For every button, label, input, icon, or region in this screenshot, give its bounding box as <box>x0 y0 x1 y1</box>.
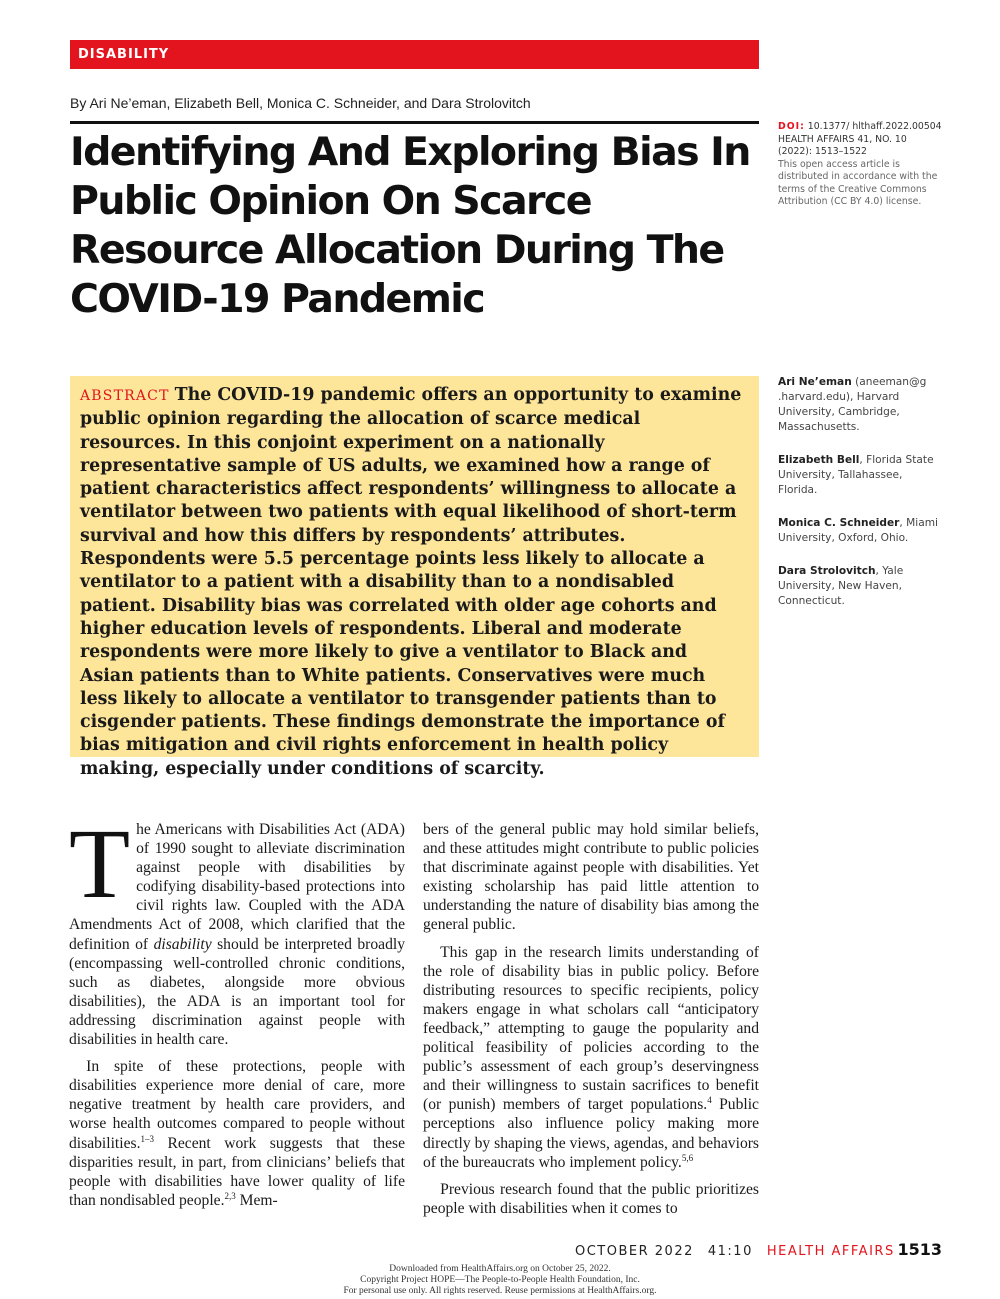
citation-ref[interactable]: 2,3 <box>224 1190 236 1201</box>
author-detail: , Yale University, New Haven, Connecticut. <box>778 565 904 607</box>
byline: By Ari Ne’eman, Elizabeth Bell, Monica C. Schneider, and Dara Strolovitch <box>70 95 531 111</box>
author-name: Dara Strolovitch <box>778 565 876 577</box>
author-affiliation <box>778 453 943 498</box>
citation: HEALTH AFFAIRS 41, NO. 10 (2022): 1513–1522 <box>778 133 907 157</box>
author-affiliations <box>778 375 943 627</box>
author-detail: , Florida State University, Tallahassee, Florida. <box>778 454 934 496</box>
text-run: he Americans with Disabilities Act (ADA) of 1990 sought to alleviate discrimination against people with disabilities by codifying disability-based protections into civil rights law. Coupled with the ADA Amendments Act of 2008, which clarified that the definition of <box>69 821 405 953</box>
author-name: Monica C. Schneider <box>778 517 900 529</box>
abstract-text: The COVID-19 pandemic offers an opportunity to examine public opinion regarding the allocation of scarce medical resources. In this conjoint experiment on a nationally representative sample of US adults, we examined how a range of patient characteristics affect respondents’ willingness to allocate a ventilator between two patients with equal likelihood of short-term survival and how this differs by respondents’ attributes. Respondents were 5.5 percentage points less likely to allocate a ventilator to a patient with a disability than to a nondisabled patient. Disability bias was correlated with older age cohorts and higher education levels of respondents. Liberal and moderate respondents were more likely to give a ventilator to Black and Asian patients than to White patients. Conservatives were much less likely to allocate a ventilator to transgender patients than to cisgender patients. These findings demonstrate the importance of bias mitigation and civil rights enforcement in health policy making, especially under conditions of scarcity. <box>80 385 742 779</box>
citation-ref[interactable]: 4 <box>707 1095 712 1106</box>
author-detail: , Miami University, Oxford, Ohio. <box>778 517 938 544</box>
author-affiliation <box>778 375 943 435</box>
author-detail: (aneeman@g .harvard.edu), Harvard University, Cambridge, Massachusetts. <box>778 376 927 433</box>
body-paragraph: Previous research found that the public prioritizes people with disabilities when it comes to <box>423 1180 759 1217</box>
download-note-line: For personal use only. All rights reserved. Reuse permissions at HealthAffairs.org. <box>343 1286 657 1296</box>
citation-ref[interactable]: 5,6 <box>681 1152 694 1163</box>
doi-value[interactable]: 10.1377/ hlthaff.2022.00504 <box>807 121 942 132</box>
author-affiliation <box>778 516 943 546</box>
body-column-left <box>69 808 405 1210</box>
text-run: should be interpreted broadly (encompassing well-controlled chronic conditions, such as diabetes, alongside more obvious disabilities), the ADA is an important tool for addressing discrimination against people with disabilities in health care. <box>69 935 405 1049</box>
body-paragraph: bers of the general public may hold similar beliefs, and these attitudes might contribute to public policies that discriminate against people with disabilities. Yet existing scholarship has paid little attention to understanding the nature of disability bias among the general public. <box>423 821 759 934</box>
text-run: This gap in the research limits understanding of the role of disability bias in public policy. Before distributing resources to specific recipients, policy makers engage in what scholars call “anticipatory feedback,” attempting to gauge the popularity and political feasibility of policies according to the public’s assessment of each group’s deservingness and their willingness to sustain sacrifices to benefit (or punish) members of target populations. <box>423 943 759 1114</box>
abstract-label: ABSTRACT <box>80 388 170 404</box>
citation-ref[interactable]: 1–3 <box>140 1133 154 1144</box>
page-number: 1513 <box>897 1240 942 1259</box>
body-paragraph <box>69 1057 405 1210</box>
author-name: Elizabeth Bell <box>778 454 860 466</box>
text-run: Public perceptions also influence policy making more directly by shaping the views, agendas, and behaviors of the bureaucrats who implement policy. <box>423 1096 759 1171</box>
issue-volume: 41:10 <box>707 1244 753 1259</box>
author-name: Ari Ne’eman <box>778 376 852 388</box>
body-column-right <box>423 820 759 1218</box>
author-affiliation <box>778 564 943 609</box>
emphasis: disability <box>153 935 212 953</box>
doi-label: DOI: <box>778 121 805 132</box>
text-run: In spite of these protections, people with disabilities experience more denial of care, more negative treatment by health care providers, and worse health outcomes compared to people without disabilities. <box>69 1058 405 1152</box>
journal-name: HEALTH AFFAIRS <box>766 1244 895 1259</box>
text-run: Mem- <box>235 1191 278 1209</box>
body-paragraph <box>423 943 759 1172</box>
section-label: DISABILITY <box>70 40 759 69</box>
body-paragraph <box>69 808 405 1049</box>
title-rule <box>70 121 759 124</box>
drop-cap: T <box>69 808 131 919</box>
license-note: This open access article is distributed in accordance with the terms of the Creative Commons Attribution (CC BY 4.0) license. <box>778 158 938 207</box>
text-run: Recent work suggests that these disparities result, in part, from clinicians’ beliefs that people with disabilities have lower quality of life than nondisabled people. <box>69 1134 405 1209</box>
issue-date: OCTOBER 2022 <box>575 1244 694 1259</box>
download-note-line: Copyright Project HOPE—The People-to-People Health Foundation, Inc. <box>360 1275 640 1285</box>
abstract-box <box>70 376 759 779</box>
doi-block <box>778 121 943 209</box>
download-note-line: Downloaded from HealthAffairs.org on October 25, 2022. <box>389 1264 611 1274</box>
running-footer <box>575 1240 942 1259</box>
article-title: Identifying And Exploring Bias In Public Opinion On Scarce Resource Allocation During The COVID-19 Pandemic <box>70 129 750 322</box>
download-note <box>250 1264 750 1297</box>
